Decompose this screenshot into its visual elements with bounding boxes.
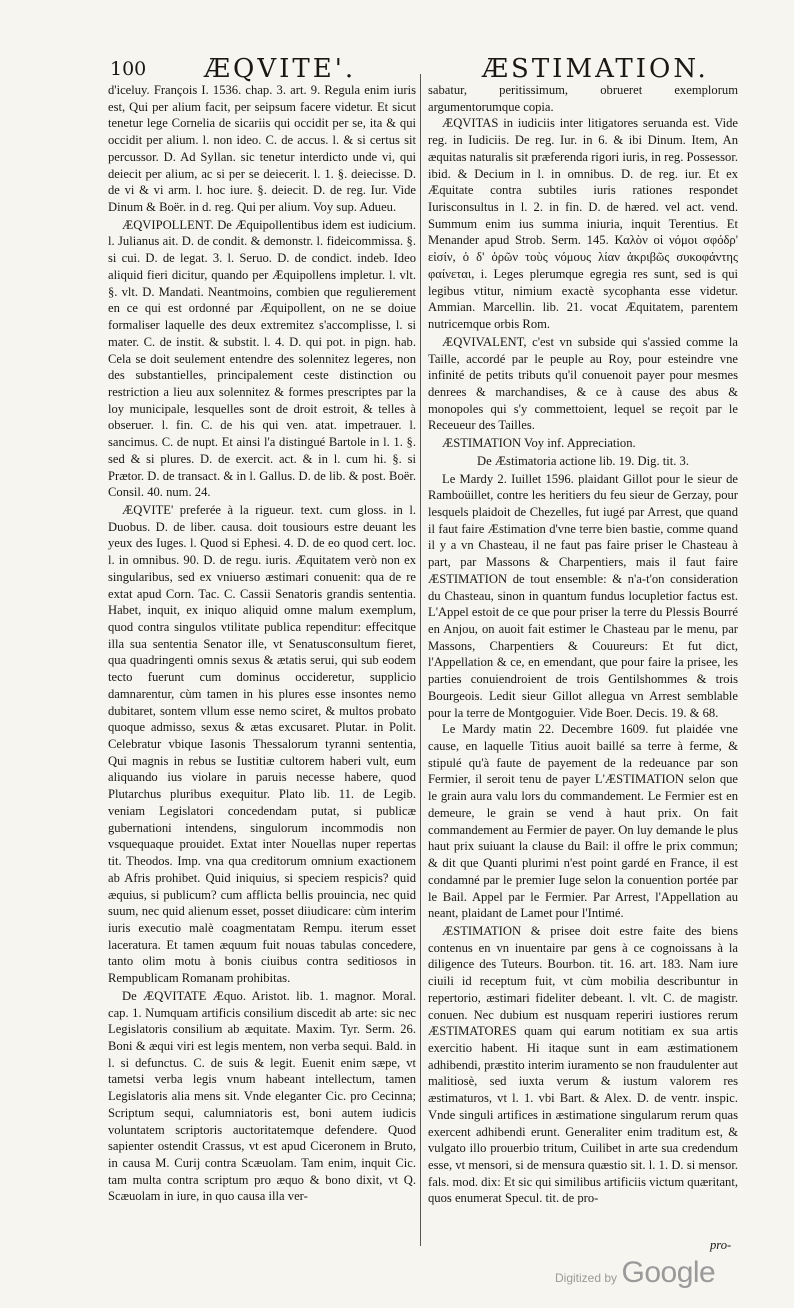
paragraph: De ÆQVITATE Æquo. Aristot. lib. 1. magnor. Moral. cap. 1. Numquam artificis consilium discedit ab arte: sic nec Legislatoris consilium ab æquitate. Maxim. Tyr. Serm. 26. Boni & æqui viri est legis mentem, non verba sequi. Bald. in l. si defunctus. C. de suis & legit. Euenit enim sæpe, vt tametsi verba legis vnum habeant intellectum, tamen Legislatoris alia mens sit. Vnde eleganter Cic. pro Cecinna; Scriptum sequi, calumniatoris est, boni autem iudicis voluntatem scriptoris auctoritatemque defendere. Quod sapienter ostendit Crassus, vt est apud Ciceronem in Bruto, in causa M. Curij contra Scæuolam. Tam enim, inquit Cic. tam multa contra scriptum pro æquo & bono dixit, vt Q. Scæuolam in iure, in quo causa illa ver- <box>108 988 416 1204</box>
right-column <box>428 82 738 1207</box>
page-number: 100 <box>110 58 147 80</box>
google-logo-text: Google <box>621 1256 716 1289</box>
column-divider <box>420 74 421 1246</box>
paragraph: Le Mardy 2. Iuillet 1596. plaidant Gillot pour le sieur de Ramboüillet, contre les heritiers du feu sieur de Gerzay, pour lesquels plaidoit de Chezelles, fut iugé par Arrest, que quand il faut faire Æstimation d'vne terre bien bastie, comme quand il y a vn Chasteau, il ne faut pas faire priser le Chasteau à part, par Massons & Charpentiers, mais il faut faire ÆSTIMATION de tout ensemble: & n'a-t'on consideration du Chasteau, sinon in quantum fundus locupletior factus est. L'Appel estoit de ce que pour priser la terre du Plessis Bourré en Anjou, on auoit fait estimer le Chasteau par le menu, par Massons, Charpentiers & Couureurs: Et fut dict, l'Appellation & ce, en emendant, que pour faire la prisee, les parties conuiendroient de trois Gentilshommes & trois Bourgeois. Ledit sieur Gillot allegua vn Arrest semblable pour la terre de Montgoguier. Vide Boer. Decis. 19. & 68. <box>428 471 738 720</box>
paragraph: ÆQVITE' preferée à la rigueur. text. cum gloss. in l. Duobus. D. de liber. causa. doit tousiours estre deuant les yeux des Iuges. l. Quod si Ephesi. 4. D. de eo quod cert. loc. l. in omnibus. 90. D. de regu. iuris. Æquitatem verò non ex singularibus, sed ex vniuerso æstimari conuenit: qua de re extat apud Corn. Tac. C. Cassii Senatoris grandis sententia. Habet, inquit, ex iniquo aliquid omne malum exemplum, quod contra singulos vtilitate publica rependitur: effecitque illa sua sententia Senator ille, vt Senatusconsultum fieret, qua quadringenti omnis sexus & ætatis serui, qui sub eodem tecto fuerunt cum dominus occideretur, supplicio damnarentur, cùm tamen in his plures esse insontes nemo dubitaret, sontem vllum esse nemo sciret, & multos probato quoque admisso, sexus & ætas excusaret. Plutar. in Polit. Celebratur vbique Iasonis Thessalorum tyranni sententia, Qui magnis in rebus se Iustitiæ cultorem haberi vult, eum aliquando ius violare in paruis necesse habere, quod Plutarchus pluribus exequitur. Plato lib. 11. de Legib. veniam Legislatori concedendam putat, si publicæ gubernationi intendens, singulorum incommodis non vsquequaque prouidet. Extat inter Nouellas nuper repertas tit. Theodos. Imp. vna qua creditorum omnium exactionem ab Afris prohibet. Quid iniquius, si speciem respicis? quid æquius, si publicum? cum afflicta bellis prouincia, nec quid suum, nec quid alienum esset, posset diiudicare: cùm interim iuris executio malè coagmentatam Rempu. iterum esset laceratura. Et tamen æquum fuit nouas tabulas concedere, tanto olim motu à bonis ciuibus contra seditiosos in Rempublicam Romanam prohibitas. <box>108 502 416 986</box>
paragraph: Le Mardy matin 22. Decembre 1609. fut plaidée vne cause, en laquelle Titius auoit baillé sa terre à ferme, & stipulé qu'à faute de payement de la redeuance par son Fermier, il seroit tenu de payer L'ÆSTIMATION selon que le grain aura valu lors du commandement. Le Fermier est en demeure, le grain se vend à haut prix. On fait commandement au Fermier de payer. On luy demande le plus haut prix suiuant la clause du Bail: il offre le prix commun; & dit que Quanti plurimi n'est point gardé en France, il est condamné par le premier Iuge selon la conuention portée par le Bail. Appel par le Fermier. Par Arrest, l'Appellation au neant, plaidant de Lamet pour l'Intimé. <box>428 722 738 921</box>
google-watermark <box>555 1256 715 1290</box>
paragraph: De Æstimatoria actione lib. 19. Dig. tit. 3. <box>477 453 689 468</box>
running-head-left: ÆQVITE'. <box>204 54 357 84</box>
paragraph: sabatur, peritissimum, obrueret exemplorum argumentorumque copia. <box>428 83 738 114</box>
paragraph: ÆSTIMATION Voy inf. Appreciation. <box>442 436 636 451</box>
paragraph: ÆSTIMATION & prisee doit estre faite des biens contenus en vn inuentaire par gens à ce cognoissans à la diligence des Tuteurs. Bourbon. tit. 16. art. 183. Nam iure ciuili id receptum fuit, vt cùm mobilia describuntur in repertorio, æstimari fideliter debeant. l. vlt. C. de magistr. conuen. Nec dubium est nusquam reperiri iustiores rerum ÆSTIMATORES quam qui earum notitiam ex sua artis exercitio habent. Hi itaque sunt in eam æstimationem adhibendi, præstito interim iuramento se non fraudulenter aut malitiosè, sed iuxta verum & iustum valorem res æstimaturos, vt l. 1. vbi Bart. & Alex. D. de ventr. inspic. Vnde singuli artifices in æstimatione singularum rerum quas exercent adhibendi erunt. Generaliter enim traditum est, & vulgato illo prouerbio tritum, Cuilibet in arte sua credendum esse, vt mensori, si de mensura quæstio sit. l. 1. D. si mensor. fals. mod. dix: Et sic qui similibus artificiis victum quæritant, quos enumerat Specul. tit. de pro- <box>428 923 738 1206</box>
paragraph: ÆQVIVALENT, c'est vn subside qui s'assied comme la Taille, accordé par le peuple au Roy, pour esteindre vne infinité de petits tributs qu'il conuenoit payer pour mesmes denrees & marchandises, & ce à cause des abus & monopoles qui s'y commettoient, lequel se reçoit par le Receueur des Tailles. <box>428 334 738 433</box>
paragraph: d'iceluy. François I. 1536. chap. 3. art. 9. Regula enim iuris est, Qui per alium facit, per seipsum facere videtur. Et sicut tenetur lege Cornelia de sicariis qui occidit per se, ita & qui occidit per alium. l. non ideo. C. de accus. l. & si certus sit percussor. D. Ad Syllan. sic tenetur interdicto unde vi, qui deiecit per alium, ac si per se deiecerit. l. 1. §. deiecisse. D. de vi & vi arm. l. hoc iure. §. deiecit. D. de reg. Iur. Vide Dinum & Boër. in d. reg. Qui per alium. Voy sup. Adueu. <box>108 83 416 215</box>
paragraph: ÆQVITAS in iudiciis inter litigatores seruanda est. Vide reg. in Iudiciis. De reg. Iur. in 6. & ibi Dinum. Item, An æquitas naturalis sit præferenda rigori iuris, in reg. Possessor. ibid. & Decium in l. in omnibus. D. de reg. iur. Et ex Æquitate contra subtiles iuris rationes respondet Iurisconsultus in l. 2. in fin. D. de hæred. vel act. vend. Summum enim ius summa iniuria, inquit Terentius. Et Menander apud Strob. Serm. 145. Καλὸν οἱ νόμοι σφόδρ' εἰσίν, ὁ δ' ὁρῶν τοὺς νόμους λίαν ἀκριβῶς συκοφάντης φαίνεται, i. Leges plerumque egregia res sunt, sed is qui legibus vtitur, nimium exactè sycophanta esse videtur. Ammian. Marcellin. lib. 21. vocat Æquitatem, parentem nutricemque orbis Rom. <box>428 116 738 332</box>
paragraph: ÆQVIPOLLENT. De Æquipollentibus idem est iudicium. l. Julianus ait. D. de condit. & demonstr. l. fideicommissa. §. si cui. D. de legat. 3. l. Seruo. D. de condict. indeb. Ideo aliquid fieri dicitur, quando per Æquipollens impletur. l. vlt. §. vlt. D. Mandati. Neantmoins, combien que regulierement en ce qui est ordonné par Æquipollent, on ne se doiue formaliser laquelle des deux extremitez s'accomplisse, l. si mater. C. de instit. & substit. l. 4. D. qui pot. in pign. hab. Cela se doit seulement entendre des solennitez legeres, non des substantielles, principalement ceste distinction ou restriction a lieu aux solennitez & formes prescriptes par la loy municipale, lesquelles sont de droit estroit, & telles à obseruer. l. fin. C. de his qui ven. atat. impetrauer. l. sancimus. C. de nupt. Et ainsi l'a distingué Bartole in l. 1. §. sed & si plures. D. de exercit. act. & in l. cum hi. §. si Prætor. D. de transact. & in l. Gallus. D. de lib. & post. Boër. Consil. 40. num. 24. <box>108 217 416 500</box>
digitized-by-text: Digitized by <box>555 1271 618 1285</box>
left-column <box>108 82 416 1205</box>
running-head-right: ÆSTIMATION. <box>482 54 709 84</box>
catchword: pro- <box>710 1238 732 1252</box>
